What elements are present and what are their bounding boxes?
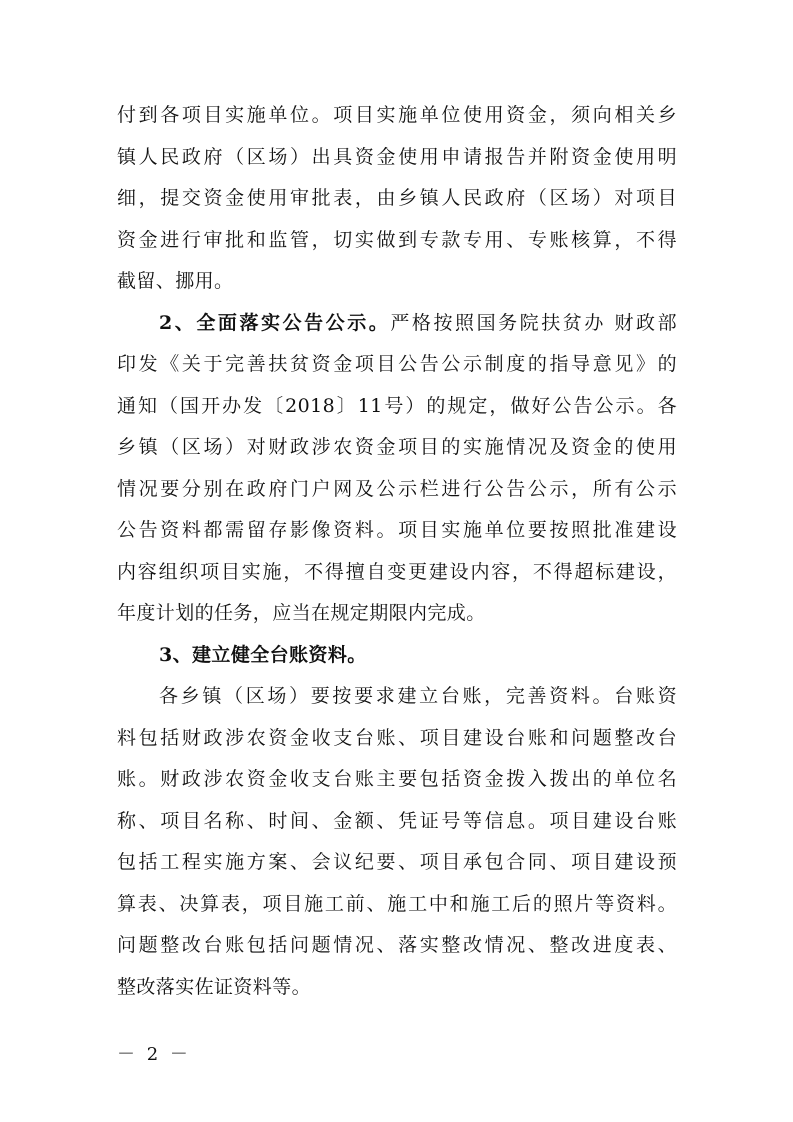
document-body — [117, 101, 677, 1014]
paragraph-line: 镇人民政府（区场）出具资金使用申请报告并附资金使用明 — [117, 145, 677, 168]
paragraph-line: 截留、挪用。 — [117, 270, 234, 292]
paragraph-line: 公告资料都需留存影像资料。项目实施单位要按照批准建设 — [117, 519, 677, 541]
section-2-heading: 2、全面落实公告公示。 — [159, 311, 391, 334]
paragraph-line: 资金进行审批和监管，切实做到专款专用、专账核算，不得 — [117, 228, 677, 251]
paragraph-line: 问题整改台账包括问题情况、落实整改情况、整改进度表、 — [117, 934, 677, 956]
paragraph-line: 整改落实佐证资料等。 — [117, 975, 312, 998]
section-3-heading: 3、建立健全台账资料。 — [159, 643, 367, 666]
paragraph-line: 内容组织项目实施，不得擅自变更建设内容，不得超标建设， — [117, 560, 677, 583]
section-2-first-line — [117, 309, 677, 337]
paragraph-line: 细，提交资金使用审批表，由乡镇人民政府（区场）对项目 — [117, 187, 677, 209]
paragraph-line: 年度计划的任务，应当在规定期限内完成。 — [117, 602, 486, 624]
paragraph-line: 包括工程实施方案、会议纪要、项目承包合同、项目建设预 — [117, 851, 677, 873]
paragraph-line: 料包括财政涉农资金收支台账、项目建设台账和问题整改台 — [117, 726, 677, 749]
paragraph-line: 账。财政涉农资金收支台账主要包括资金拨入拨出的单位名 — [117, 768, 677, 790]
page-number: － 2 － — [117, 1044, 191, 1065]
paragraph-line: 乡镇（区场）对财政涉农资金项目的实施情况及资金的使用 — [117, 436, 677, 458]
paragraph-line: 算表、决算表，项目施工前、施工中和施工后的照片等资料。 — [117, 892, 677, 915]
section-2-first-line-text: 严格按照国务院扶贫办 财政部 — [390, 311, 678, 334]
paragraph-line: 通知（国开办发〔2018〕11号）的规定，做好公告公示。各 — [117, 394, 677, 417]
paragraph-line: 付到各项目实施单位。项目实施单位使用资金，须向相关乡 — [117, 104, 677, 126]
paragraph-line: 称、项目名称、时间、金额、凭证号等信息。项目建设台账 — [117, 809, 677, 832]
paragraph-line: 印发《关于完善扶贫资金项目公告公示制度的指导意见》的 — [117, 353, 677, 375]
paragraph-line: 情况要分别在政府门户网及公示栏进行公告公示，所有公示 — [117, 477, 677, 500]
paragraph-line: 各乡镇（区场）要按要求建立台账，完善资料。台账资 — [159, 685, 677, 707]
